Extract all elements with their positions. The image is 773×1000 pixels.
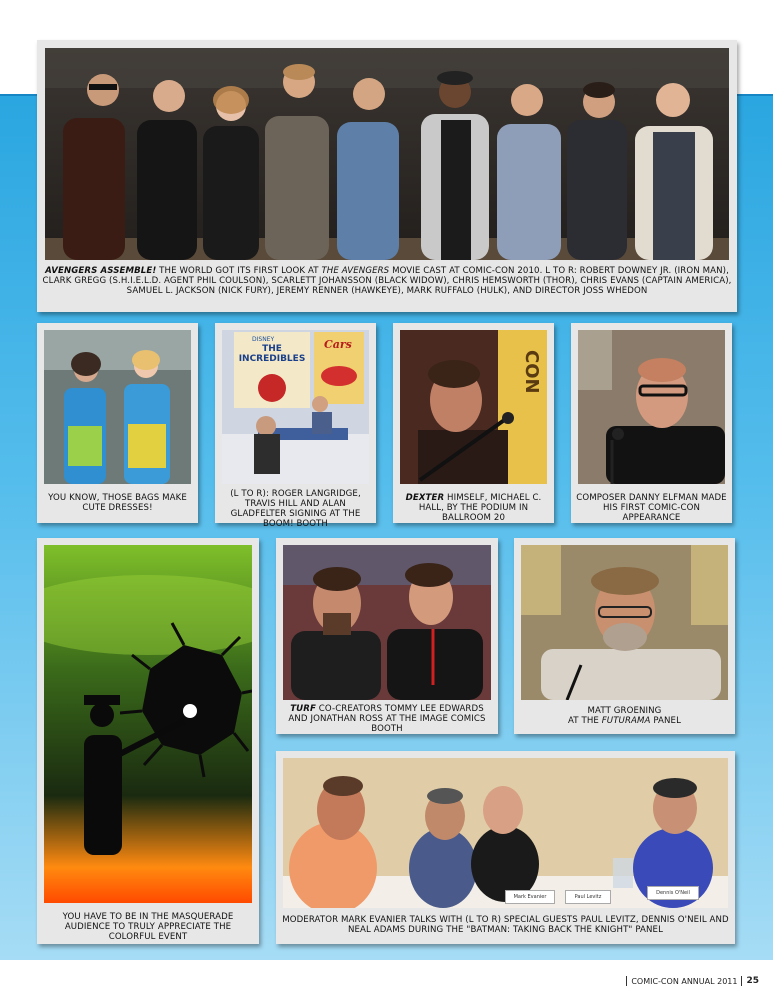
bags-dresses-card <box>37 323 198 523</box>
page-folio <box>626 976 759 986</box>
avengers-caption-text-a: THE WORLD GOT ITS FIRST LOOK AT <box>156 266 322 276</box>
nameplate-1: Mark Evanier <box>505 890 555 904</box>
batman-panel-photo <box>283 758 728 908</box>
avengers-photo-card <box>37 40 737 312</box>
groening-card <box>514 538 735 734</box>
groening-photo <box>521 545 728 700</box>
avengers-cast-photo <box>45 48 729 260</box>
masquerade-photo <box>44 545 252 903</box>
turf-caption <box>280 704 494 734</box>
turf-caption-rest: CO-CREATORS TOMMY LEE EDWARDS AND JONATHAN ROSS AT THE IMAGE COMICS BOOTH <box>288 704 486 734</box>
groening-caption-line1: MATT GROENING <box>587 706 662 716</box>
turf-card <box>276 538 498 734</box>
bags-caption: YOU KNOW, THOSE BAGS MAKE CUTE DRESSES! <box>48 493 187 513</box>
dexter-caption-rest: HIMSELF, MICHAEL C. HALL, BY THE PODIUM IN BALLROOM 20 <box>418 493 542 523</box>
batman-caption: MODERATOR MARK EVANIER TALKS WITH (L TO R) SPECIAL GUESTS PAUL LEVITZ, DENNIS O'NEIL AND NEAL ADAMS DURING THE "BATMAN: TAKING BACK THE KNIGHT" PANEL <box>282 915 729 935</box>
groening-caption-line2 <box>518 716 731 726</box>
elfman-card <box>571 323 732 523</box>
elfman-caption: COMPOSER DANNY ELFMAN MADE HIS FIRST COMIC-CON APPEARANCE <box>576 493 727 523</box>
nameplate-2: Paul Levitz <box>565 890 611 904</box>
groening-caption <box>518 706 731 726</box>
avengers-caption <box>41 266 733 296</box>
incredibles-poster-title: THE INCREDIBLES <box>238 344 306 364</box>
cars-poster-title: Cars <box>324 338 352 351</box>
dexter-card <box>393 323 554 523</box>
page-number: 25 <box>746 976 759 986</box>
turf-photo <box>283 545 491 700</box>
masquerade-card <box>37 538 259 944</box>
avengers-caption-lead: AVENGERS ASSEMBLE! <box>45 266 157 276</box>
masquerade-caption: YOU HAVE TO BE IN THE MASQUERADE AUDIENCE TO TRULY APPRECIATE THE COLORFUL EVENT <box>62 912 234 942</box>
nameplate-3: Dennis O'Neil <box>647 886 699 900</box>
folio-divider-left <box>626 976 627 986</box>
boom-caption: (L TO R): ROGER LANGRIDGE, TRAVIS HILL AND ALAN GLADFELTER SIGNING AT THE BOOM! BOOTH <box>230 489 361 529</box>
folio-divider-right <box>741 976 742 986</box>
publication-name: COMIC-CON ANNUAL 2011 <box>631 976 738 986</box>
dexter-photo <box>400 330 547 484</box>
dexter-caption-lead: DEXTER <box>405 493 445 503</box>
boom-booth-photo <box>222 330 369 484</box>
groening-caption-show: FUTURAMA <box>601 716 651 726</box>
elfman-photo <box>578 330 725 484</box>
dexter-caption <box>397 493 550 523</box>
comic-con-sign: CON <box>521 350 542 394</box>
incredibles-poster-brand: DISNEY <box>252 336 275 343</box>
avengers-caption-film: THE AVENGERS <box>321 266 390 276</box>
boom-booth-card <box>215 323 376 529</box>
groening-caption-prefix: AT THE <box>568 716 602 726</box>
turf-caption-lead: TURF <box>290 704 316 714</box>
bags-dresses-photo <box>44 330 191 484</box>
avengers-caption-text-b: MOVIE CAST AT COMIC-CON 2010. L TO R: ROBERT DOWNEY JR. (IRON MAN), CLARK GREGG (S.H.I.E.L.D. AGENT PHIL COULSON), SCARLETT JOHANSSON (BLACK WIDOW), CHRIS HEMSWORTH (THOR), CHRIS EVANS (CAPTAIN AMERICA), SAMUEL L. JACKSON (NICK FURY), JEREMY RENNER (HAWKEYE), MARK RUFFALO (HULK), AND DIRECTOR JOSS WHEDON <box>42 266 732 296</box>
groening-caption-suffix: PANEL <box>650 716 681 726</box>
batman-panel-card <box>276 751 735 944</box>
